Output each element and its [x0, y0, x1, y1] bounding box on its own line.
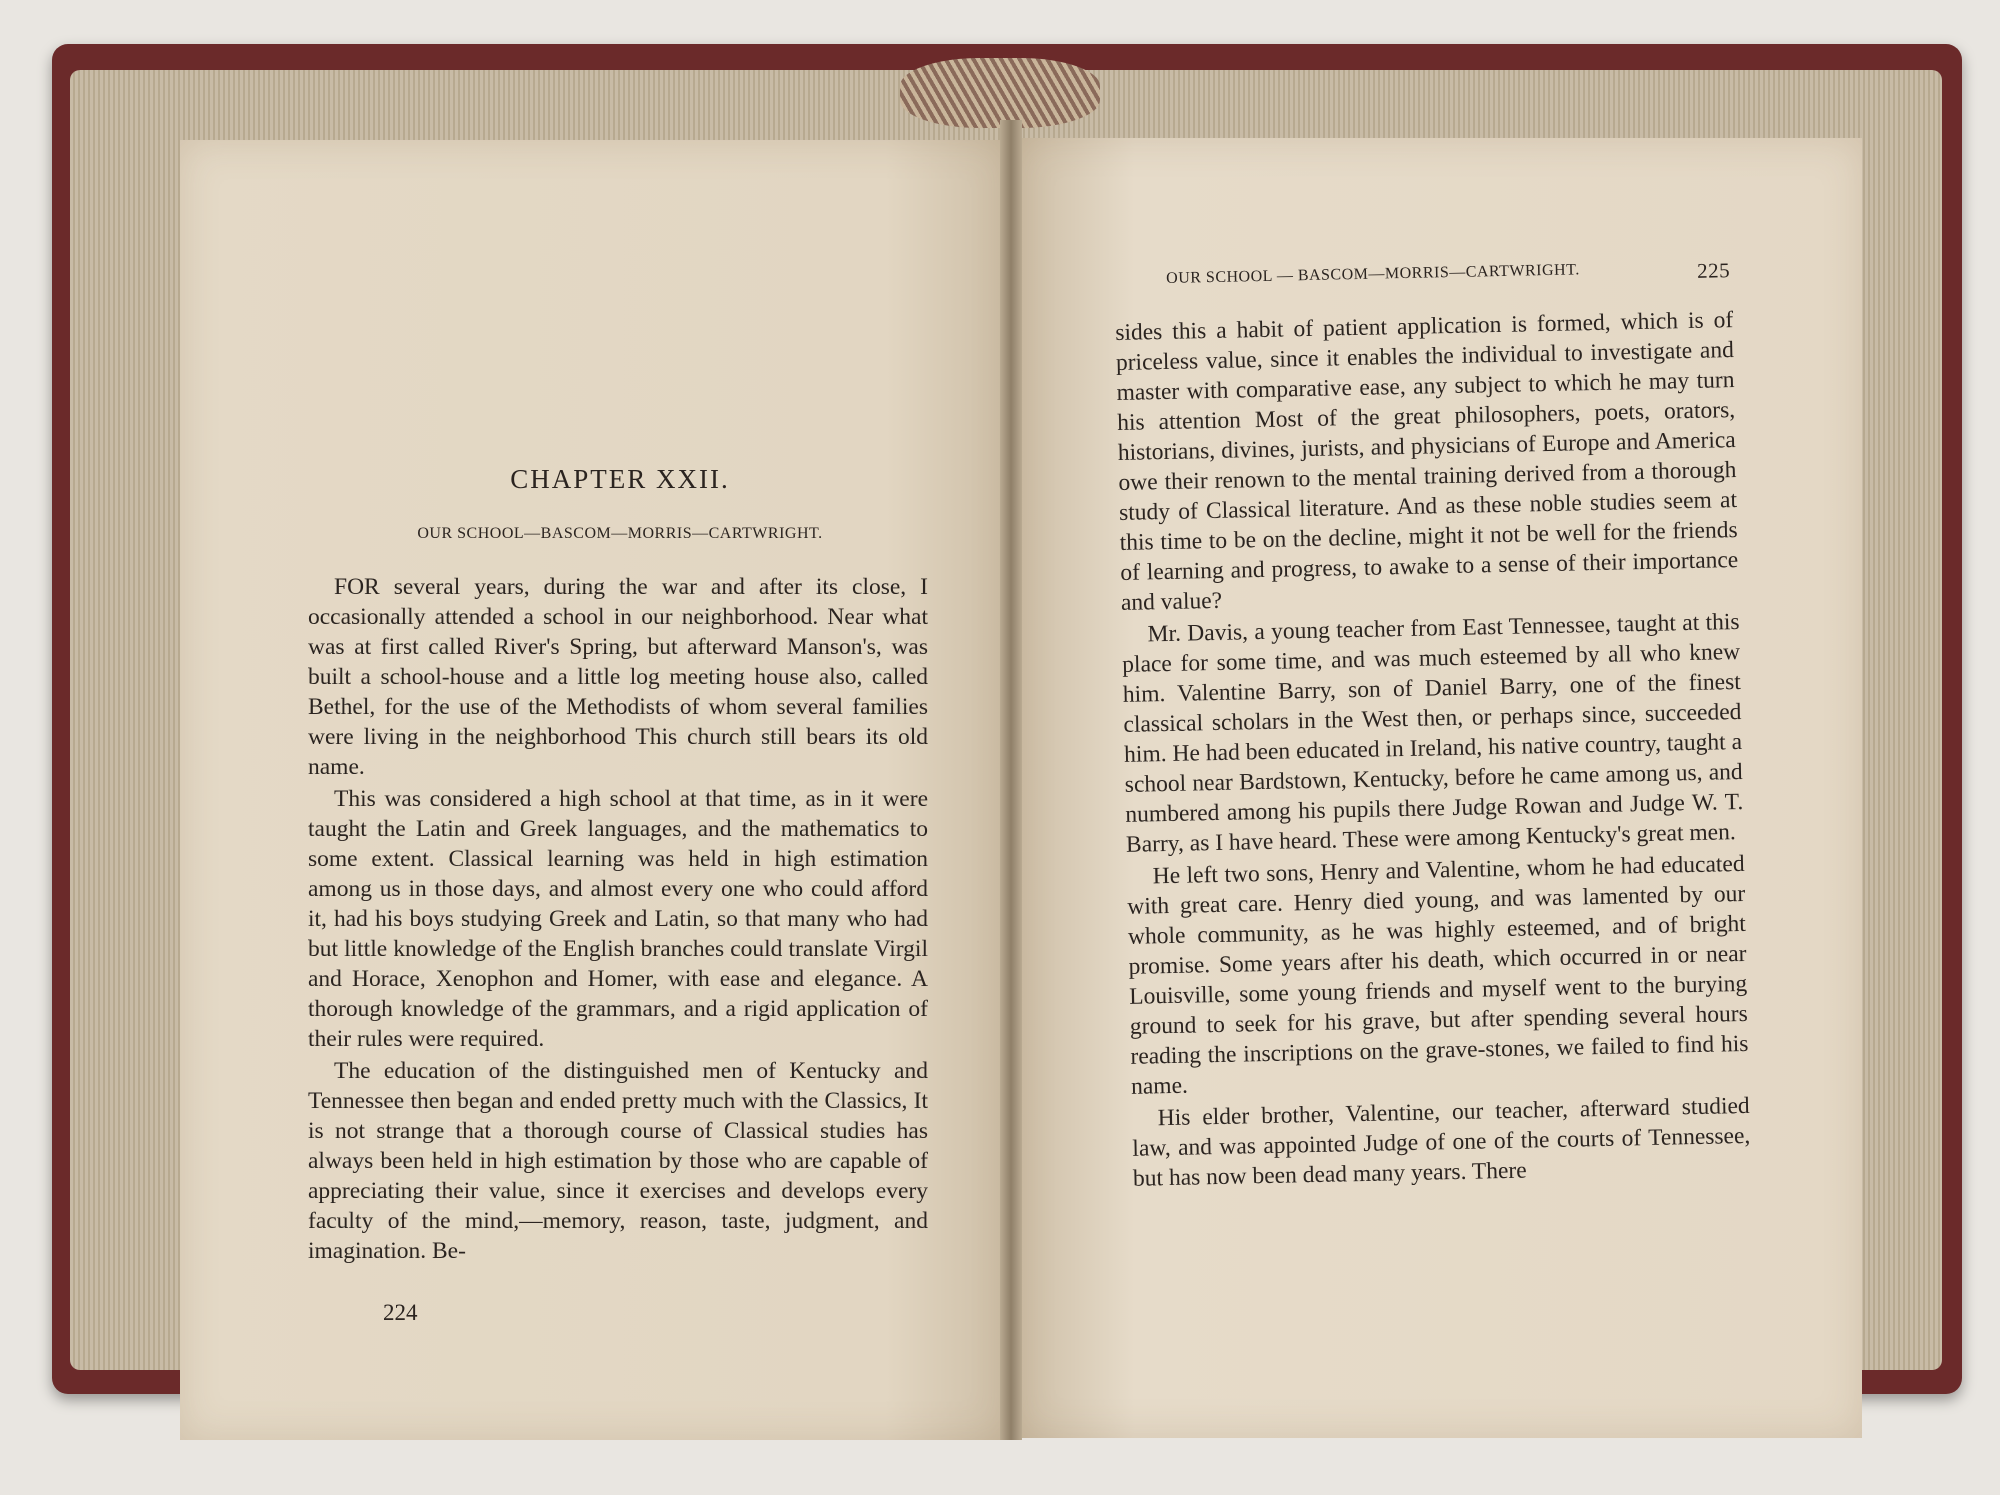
paragraph: He left two sons, Henry and Valentine, whom he had educated with great care. Henry died young, and was lamented by our whole community, as he was highly esteemed, and of bright promise. Some years after his death, which occurred in or near Louisville, some young friends and myself went to the burying ground to seek for his grave, but after spending several hours reading the inscriptions on the grave-stones, we failed to find his name.: [1127, 850, 1749, 1100]
paragraph: sides this a habit of patient application is formed, which is of priceless value, since it enables the individual to investigate and master with comparative ease, any subject to which he may turn his attention Most of the great philosophers, poets, orators, historians, divines, jurists, and physicians of Europe and America owe their renown to the mental training derived from a thorough study of Classical literature. And as these noble studies seem at this time to be on the decline, might it not be well for the friends of learning and progress, to awake to a sense of their importance and value?: [1115, 307, 1739, 616]
running-head-title: OUR SCHOOL — BASCOM—MORRIS—CARTWRIGHT.: [1166, 261, 1580, 287]
paragraph: Mr. Davis, a young teacher from East Tennessee, taught at this place for some time, and was much esteemed by all who knew him. Valentine Barry, son of Daniel Barry, one of the finest classical scholars in the West then, or perhaps since, succeeded him. He had been educated in Ireland, his native country, taught a school near Bardstown, Kentucky, before he came among us, and numbered among his pupils there Judge Rowan and Judge W. T. Barry, as I have heard. These were among Kentucky's great men.: [1121, 608, 1744, 858]
paragraph: This was considered a high school at that time, as in it were taught the Latin and Greek languages, and the mathematics to some extent. Classical learning was held in high estimation among us in those days, and almost every one who could afford it, had his boys studying Greek and Latin, so that many who had but little knowledge of the English branches could translate Virgil and Horace, Xenophon and Homer, with ease and elegance. A thorough knowledge of the grammars, and a rigid application of their rules were required.: [308, 786, 928, 1052]
page-number: 225: [1696, 258, 1731, 283]
left-page-body: [308, 572, 928, 1268]
chapter-subtitle: OUR SCHOOL—BASCOM—MORRIS—CARTWRIGHT.: [417, 525, 823, 542]
paragraph: His elder brother, Valentine, our teacher, afterward studied law, and was appointed Judge of one of the courts of Tennessee, but has now been dead many years. There: [1132, 1092, 1751, 1192]
spine-gutter: [1000, 120, 1022, 1440]
right-page-body: [1115, 305, 1751, 1196]
paragraph: The education of the distinguished men of Kentucky and Tennessee then began and ended pretty much with the Classics, It is not strange that a thorough course of Classical studies has always been held in high estimation by those who are capable of appreciating their value, since it exercises and develops every faculty of the mind,—memory, reason, taste, judgment, and imagination. Be-: [308, 1058, 928, 1264]
chapter-title: CHAPTER XXII.: [510, 464, 730, 494]
paragraph: FOR several years, during the war and after its close, I occasionally attended a school in our neighborhood. Near what was at first called River's Spring, but afterward Manson's, was built a school-house and a little log meeting house also, called Bethel, for the use of the Methodists of whom several families were living in the neighborhood This church still bears its old name.: [308, 574, 928, 780]
headband: [900, 58, 1100, 128]
page-number: 224: [383, 1300, 418, 1325]
